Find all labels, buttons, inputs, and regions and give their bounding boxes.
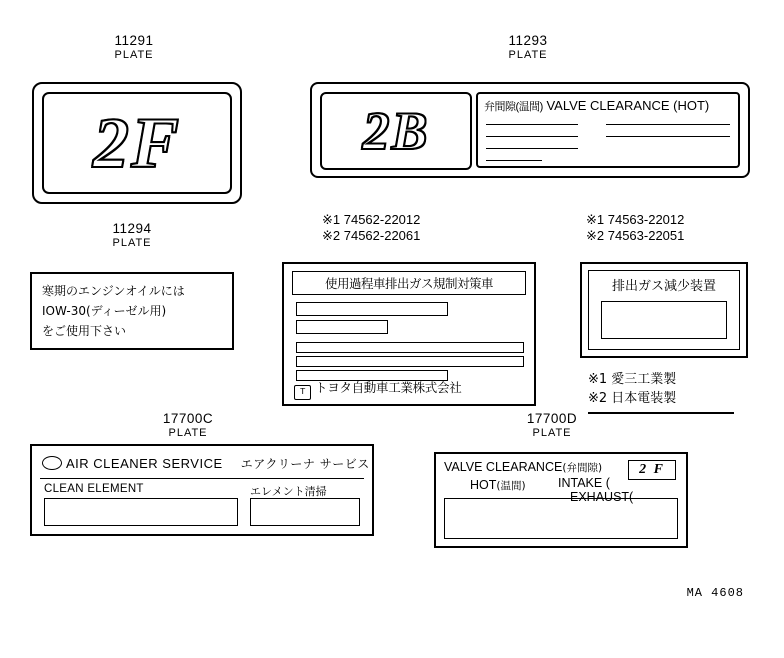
plate-11294-line1: 寒期のエンジンオイルには bbox=[42, 284, 185, 298]
plate-11293-title-jp: 弁間隙(温間) bbox=[484, 101, 543, 113]
plate-17700d-exhaust: EXHAUST( bbox=[570, 490, 634, 504]
callout-17700c-sub: PLATE bbox=[168, 427, 208, 439]
callout-11293 bbox=[468, 34, 588, 62]
callout-11294 bbox=[82, 222, 182, 250]
plate-17700d[interactable] bbox=[434, 452, 688, 548]
callout-11291 bbox=[84, 34, 184, 62]
callout-17700c bbox=[128, 412, 248, 440]
plate-17700c-divider bbox=[40, 478, 364, 479]
callout-11291-number: 11291 bbox=[114, 33, 154, 48]
plate-11291[interactable] bbox=[32, 82, 242, 204]
blank-line bbox=[486, 148, 578, 149]
plate-11293-title bbox=[484, 98, 709, 114]
blank-line bbox=[486, 136, 578, 137]
legend-row-1: ※1 愛三工業製 bbox=[588, 372, 677, 387]
plate-reduction-inner-border bbox=[588, 270, 740, 350]
plate-17700d-code: 2 F bbox=[628, 460, 676, 480]
legend bbox=[588, 370, 676, 408]
callout-11294-number: 11294 bbox=[112, 221, 152, 236]
toyota-oval-icon bbox=[42, 456, 62, 470]
plate-11291-engine-code: 2F bbox=[92, 102, 182, 183]
plate-emissions-bar bbox=[296, 302, 448, 316]
plate-emissions-footer bbox=[294, 378, 461, 398]
partnum-emissions-line2: ※2 74562-22061 bbox=[322, 228, 421, 243]
partnum-reduction-line1: ※1 74563-22012 bbox=[586, 212, 685, 227]
plate-17700c-title-jp: エアクリーナ サービス bbox=[240, 457, 370, 471]
plate-11293[interactable] bbox=[310, 82, 750, 178]
plate-17700d-hot-jp: (温間) bbox=[496, 480, 526, 492]
plate-17700c-header bbox=[42, 454, 370, 474]
plate-17700c[interactable] bbox=[30, 444, 374, 536]
blank-line bbox=[606, 136, 730, 137]
blank-line bbox=[486, 160, 542, 161]
plate-emissions-company: トヨタ自動車工業株式会社 bbox=[315, 380, 462, 395]
plate-11294[interactable] bbox=[30, 272, 234, 350]
plate-11294-line3: をご使用下さい bbox=[42, 324, 127, 338]
partnum-emissions bbox=[322, 212, 420, 244]
callout-11293-sub: PLATE bbox=[508, 49, 548, 61]
plate-17700c-label-right: エレメント清掃 bbox=[250, 485, 327, 498]
plate-17700d-title bbox=[444, 460, 602, 475]
plate-11293-code-box bbox=[320, 92, 472, 170]
plate-emissions-bar bbox=[296, 320, 388, 334]
plate-17700d-blank-box bbox=[444, 498, 678, 539]
plate-17700d-title-en: VALVE CLEARANCE bbox=[444, 460, 563, 474]
plate-11293-title-en: VALVE CLEARANCE (HOT) bbox=[546, 98, 710, 113]
partnum-reduction bbox=[586, 212, 684, 244]
plate-17700d-hot bbox=[470, 478, 526, 493]
plate-11293-engine-code: 2B bbox=[362, 101, 430, 161]
blank-line bbox=[486, 124, 578, 125]
figure-code: MA 4608 bbox=[686, 586, 744, 600]
legend-row-2: ※2 日本電装製 bbox=[588, 391, 677, 406]
partnum-reduction-line2: ※2 74563-22051 bbox=[586, 228, 685, 243]
toyota-logo-icon: T bbox=[294, 385, 311, 400]
plate-11294-text bbox=[42, 281, 185, 341]
plate-17700c-box-left bbox=[44, 498, 238, 526]
plate-reduction-title: 排出ガス減少装置 bbox=[611, 279, 716, 294]
plate-17700c-title-en: AIR CLEANER SERVICE bbox=[66, 456, 223, 471]
plate-11293-blank-lines bbox=[486, 120, 730, 162]
plate-17700c-box-right bbox=[250, 498, 360, 526]
plate-emissions-bar bbox=[296, 342, 524, 353]
plate-17700c-label-left: CLEAN ELEMENT bbox=[44, 483, 144, 495]
callout-11291-sub: PLATE bbox=[114, 49, 154, 61]
callout-17700c-number: 17700C bbox=[162, 411, 214, 426]
partnum-emissions-line1: ※1 74562-22012 bbox=[322, 212, 421, 227]
plate-emissions-header: 使用過程車排出ガス規制対策車 bbox=[292, 271, 526, 295]
plate-emission-reduction-device[interactable] bbox=[580, 262, 748, 358]
plate-17700d-intake: INTAKE ( bbox=[558, 476, 610, 490]
plate-emissions-control[interactable] bbox=[282, 262, 536, 406]
plate-emissions-bar bbox=[296, 356, 524, 367]
plate-reduction-blank-box bbox=[601, 301, 727, 339]
plate-11293-valve-box bbox=[476, 92, 740, 168]
callout-11294-sub: PLATE bbox=[112, 237, 152, 249]
callout-17700d-sub: PLATE bbox=[532, 427, 572, 439]
callout-11293-number: 11293 bbox=[508, 33, 548, 48]
plate-17700d-title-jp: (弁間隙) bbox=[562, 462, 603, 474]
callout-17700d bbox=[492, 412, 612, 440]
plate-11291-inner-border bbox=[42, 92, 232, 194]
plate-11294-line2: IOW-30(ディーゼル用) bbox=[42, 304, 167, 318]
blank-line bbox=[606, 124, 730, 125]
plate-17700d-hot-en: HOT bbox=[470, 478, 497, 492]
callout-17700d-number: 17700D bbox=[526, 411, 578, 426]
